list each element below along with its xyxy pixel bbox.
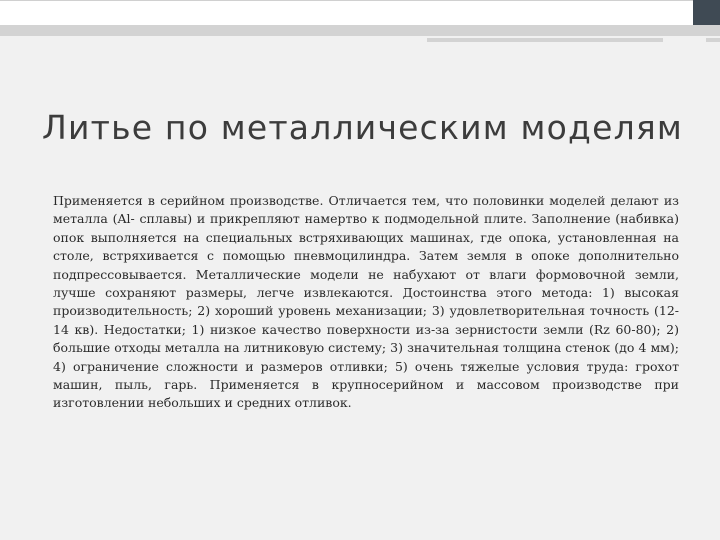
header-accent-line-right [706,38,720,42]
header-dark-block [693,0,720,25]
slide-title: Литье по металлическим моделям [42,108,684,147]
header-accent-line [427,38,663,42]
header-rule [0,25,720,36]
slide-body-text: Применяется в серийном производстве. Отличается тем, что половинки моделей делают из металла (Al- сплавы) и прикрепляют намертво к подмодельной плите. Заполнение (набивка) опок выполняется на специальных встряхивающих машинах, где опока, установленная на столе, встряхивается с помощью пневмоцилиндра. Затем земля в опоке дополнительно подпрессовывается. Металлические модели не набухают от влаги формовочной земли, лучше сохраняют размеры, легче извлекаются. Достоинства этого метода: 1) высокая производительность; 2) хороший уровень механизации; 3) удовлетворительная точность (12-14 кв). Недостатки; 1) низкое качество поверхности из-за зернистости земли (Rz 60-80); 2) большие отходы металла на литниковую систему; 3) значительная толщина стенок (до 4 мм); 4) ограничение сложности и размеров отливки; 5) очень тяжелые условия труда: грохот машин, пыль, гарь. Применяется в крупносерийном и массовом производстве при изготовлении небольших и средних отливок. [53,193,679,411]
header-band [0,0,720,26]
